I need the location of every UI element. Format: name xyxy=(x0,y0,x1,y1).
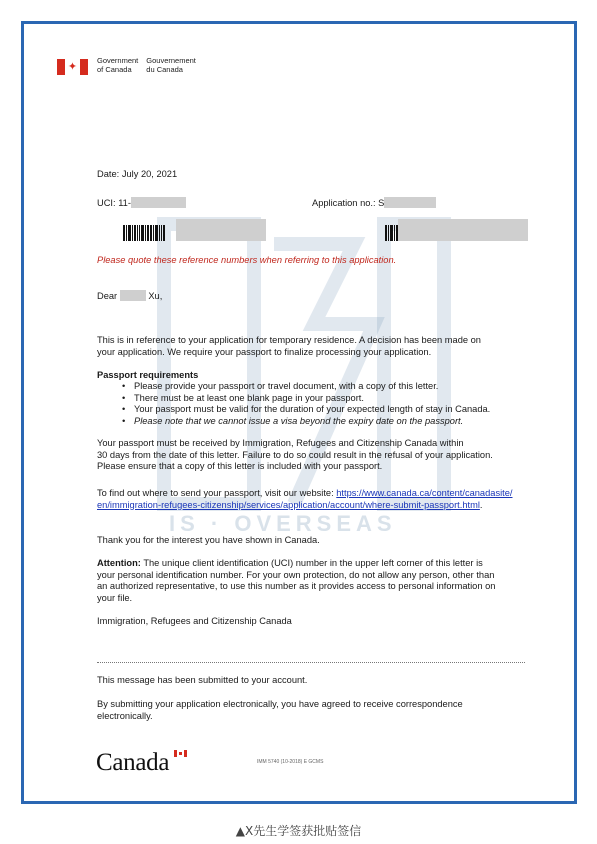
find-out-text: To find out where to send your passport, visit our website: xyxy=(97,488,337,498)
letter-page xyxy=(24,24,574,801)
name-redaction xyxy=(120,290,146,301)
requirements-list xyxy=(122,381,490,427)
government-signature xyxy=(57,57,196,75)
receipt-line: Your passport must be received by Immigration, Refugees and Citizenship Canada within xyxy=(97,438,464,448)
uci-redaction xyxy=(131,197,186,208)
greeting-name: Xu, xyxy=(148,291,163,301)
date-label: Date: xyxy=(97,169,120,179)
attention-line: your file. xyxy=(97,592,133,603)
application-label: Application no.: xyxy=(312,198,376,208)
uci-label: UCI: xyxy=(97,198,116,208)
website-paragraph xyxy=(97,488,557,511)
gov-fr-line1: Gouvernement xyxy=(146,56,196,65)
submitted-note: This message has been submitted to your account. xyxy=(97,675,308,685)
signature: Immigration, Refugees and Citizenship Canada xyxy=(97,616,292,626)
attention-label: Attention: xyxy=(97,558,141,568)
watermark-text: IS · OVERSEAS xyxy=(169,511,397,536)
date-line xyxy=(97,169,177,181)
list-item: • There must be at least one blank page in your passport. xyxy=(122,393,490,405)
receipt-line: 30 days from the date of this letter. Failure to do so could result in the refusal of your application. xyxy=(97,449,493,460)
reference-note: Please quote these reference numbers when referring to this application. xyxy=(97,255,397,265)
image-caption: ▲X先生学签获批贴签信 xyxy=(235,824,362,838)
attention-line: an authorized representative, to use this number as it provides access to personal information on xyxy=(97,581,496,591)
gov-fr-line2: du Canada xyxy=(146,64,183,74)
gov-en-line2: of Canada xyxy=(97,64,132,74)
watermark-logo-icon xyxy=(144,204,464,524)
gov-en-line1: Government xyxy=(97,56,139,65)
canada-wordmark: Canada xyxy=(96,749,170,776)
passport-link[interactable]: https://www.canada.ca/content/canadasite/ xyxy=(336,488,513,498)
divider xyxy=(97,662,525,663)
application-redaction xyxy=(384,197,436,208)
receipt-paragraph xyxy=(97,438,493,473)
greeting-prefix: Dear xyxy=(97,291,118,301)
thanks-line: Thank you for the interest you have shown in Canada. xyxy=(97,535,320,545)
greeting xyxy=(97,290,162,303)
application-value: S xyxy=(378,198,385,208)
list-item: • Please note that we cannot issue a visa beyond the expiry date on the passport. xyxy=(122,416,490,428)
requirements-heading: Passport requirements xyxy=(97,370,199,380)
passport-link-continued[interactable]: en/immigration-refugees-citizenship/services/application/account/where-submit-passport.html xyxy=(97,499,480,510)
intro-line: This is in reference to your application for temporary residence. A decision has been made on xyxy=(97,335,481,345)
electronic-paragraph xyxy=(97,699,463,722)
electronic-line: By submitting your application electronically, you have agreed to receive correspondence xyxy=(97,699,463,709)
application-barcode-redaction xyxy=(398,219,528,241)
document-frame xyxy=(21,21,577,804)
uci-value: 11- xyxy=(118,198,131,208)
electronic-line: electronically. xyxy=(97,710,153,721)
uci-barcode xyxy=(123,225,166,241)
date-value: July 20, 2021 xyxy=(121,169,178,179)
attention-line: The unique client identification (UCI) number in the upper left corner of this letter is xyxy=(143,558,483,568)
gov-name-french xyxy=(146,57,196,74)
intro-line: your application. We require your passport to finalize processing your application. xyxy=(97,346,432,357)
attention-line: your personal identification number. For your own protection, do not allow any person, other than xyxy=(97,569,495,580)
link-end: . xyxy=(479,499,483,510)
list-item: • Please provide your passport or travel document, with a copy of this letter. xyxy=(122,381,490,393)
attention-paragraph xyxy=(97,558,495,604)
wordmark-flag-icon xyxy=(174,750,187,757)
form-code: IMM 5740 (10-2018) E GCMS xyxy=(257,759,324,765)
receipt-line: Please ensure that a copy of this letter is included with your passport. xyxy=(97,461,383,471)
canada-flag-icon: ✦ xyxy=(57,59,88,75)
intro-paragraph xyxy=(97,335,481,358)
uci-barcode-redaction xyxy=(176,219,266,241)
uci-line xyxy=(97,197,186,210)
gov-name-english xyxy=(97,57,138,74)
list-item: • Your passport must be valid for the duration of your expected length of stay in Canada. xyxy=(122,404,490,416)
application-line xyxy=(312,197,436,210)
